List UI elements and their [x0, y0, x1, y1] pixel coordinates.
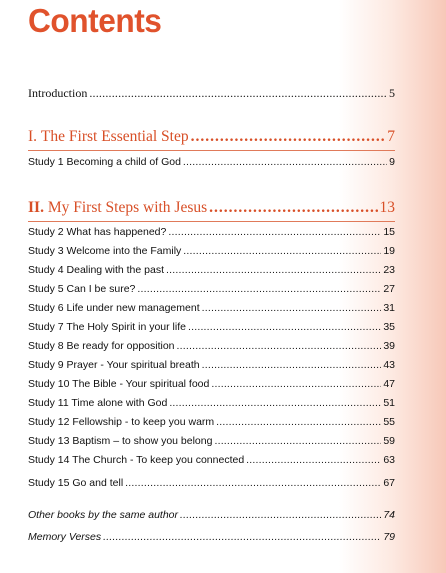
toc-entry-label: Study 9 Prayer - Your spiritual breath	[28, 359, 200, 371]
toc-entry-introduction[interactable]	[28, 86, 395, 101]
toc-entry[interactable]	[28, 378, 395, 390]
section-divider	[28, 150, 395, 151]
toc-entry-label: Study 14 The Church - To keep you connected	[28, 454, 245, 466]
toc-entry-page: 23	[383, 264, 395, 276]
section-page: 13	[379, 199, 395, 216]
toc-entry-page: 74	[383, 509, 395, 521]
section-title: My First Steps with Jesus	[47, 199, 208, 216]
toc-entry-label: Other books by the same author	[28, 509, 178, 521]
toc-entry-label: Study 11 Time alone with God	[28, 397, 168, 409]
toc-entry-page: 19	[383, 245, 395, 257]
dot-leader	[216, 416, 381, 428]
toc-entry[interactable]	[28, 283, 395, 295]
toc-entry-page: 39	[383, 340, 395, 352]
toc-entry[interactable]	[28, 359, 395, 371]
dot-leader	[183, 156, 387, 168]
toc-entry-page: 43	[383, 359, 395, 371]
toc-entry[interactable]	[28, 477, 395, 489]
toc-entry-page: 79	[383, 531, 395, 543]
toc-entry-label: Study 15 Go and tell	[28, 477, 124, 489]
dot-leader	[168, 226, 381, 238]
dot-leader	[169, 397, 381, 409]
dot-leader	[246, 454, 381, 466]
toc-entry-page: 27	[383, 283, 395, 295]
toc-entry-label: Study 12 Fellowship - to keep you warm	[28, 416, 215, 428]
dot-leader	[183, 245, 381, 257]
toc-entry-label: Study 5 Can I be sure?	[28, 283, 136, 295]
toc-entry-memory-verses[interactable]	[28, 531, 395, 543]
dot-leader	[188, 321, 381, 333]
dot-leader	[125, 477, 381, 489]
toc-entry[interactable]	[28, 264, 395, 276]
toc-entry[interactable]	[28, 302, 395, 314]
dot-leader	[202, 302, 382, 314]
toc-entry[interactable]	[28, 397, 395, 409]
toc-entry-label: Study 2 What has happened?	[28, 226, 167, 238]
toc-entry-page: 55	[383, 416, 395, 428]
toc-entry-other-books[interactable]	[28, 509, 395, 521]
dot-leader	[214, 435, 381, 447]
toc-entry-label: Study 7 The Holy Spirit in your life	[28, 321, 186, 333]
toc-entry[interactable]	[28, 340, 395, 352]
section-page: 7	[387, 128, 395, 145]
toc-entry-page: 67	[383, 477, 395, 489]
section-number: II.	[28, 199, 44, 216]
toc-entry-label: Study 13 Baptism – to show you belong	[28, 435, 213, 447]
dot-leader	[211, 378, 381, 390]
toc-entry-page: 31	[383, 302, 395, 314]
dot-leader	[180, 509, 381, 521]
dot-leader	[177, 340, 382, 352]
toc-entry-page: 15	[383, 226, 395, 238]
toc-entry-page: 51	[383, 397, 395, 409]
toc-entry-label: Study 10 The Bible - Your spiritual food	[28, 378, 210, 390]
dot-leader	[191, 128, 386, 146]
toc-section-2-heading[interactable]	[28, 199, 395, 217]
toc-entry-page: 59	[383, 435, 395, 447]
toc-entry[interactable]	[28, 156, 395, 168]
dot-leader	[89, 86, 387, 101]
dot-leader	[166, 264, 381, 276]
toc-entry-label: Study 1 Becoming a child of God	[28, 156, 181, 168]
toc-entry-page: 5	[389, 86, 395, 100]
toc-entry-label: Study 8 Be ready for opposition	[28, 340, 175, 352]
toc-entry[interactable]	[28, 226, 395, 238]
toc-entry-page: 35	[383, 321, 395, 333]
dot-leader	[209, 199, 377, 217]
dot-leader	[137, 283, 381, 295]
toc-entry-label: Memory Verses	[28, 531, 102, 543]
toc-entry[interactable]	[28, 435, 395, 447]
dot-leader	[202, 359, 382, 371]
page-title: Contents	[28, 2, 162, 39]
toc-section-1-heading[interactable]	[28, 128, 395, 146]
toc-entry[interactable]	[28, 454, 395, 466]
toc-entry-page: 63	[383, 454, 395, 466]
section-number: I.	[28, 128, 38, 145]
toc-entry[interactable]	[28, 416, 395, 428]
dot-leader	[103, 531, 381, 543]
toc-entry[interactable]	[28, 321, 395, 333]
toc-entry[interactable]	[28, 245, 395, 257]
toc-entry-page: 9	[389, 156, 395, 168]
section-title: The First Essential Step	[40, 128, 189, 145]
section-divider	[28, 221, 395, 222]
toc-entry-page: 47	[383, 378, 395, 390]
toc-entry-label: Study 3 Welcome into the Family	[28, 245, 182, 257]
toc-entry-label: Study 4 Dealing with the past	[28, 264, 164, 276]
toc-entry-label: Study 6 Life under new management	[28, 302, 200, 314]
toc-entry-label: Introduction	[28, 86, 88, 100]
